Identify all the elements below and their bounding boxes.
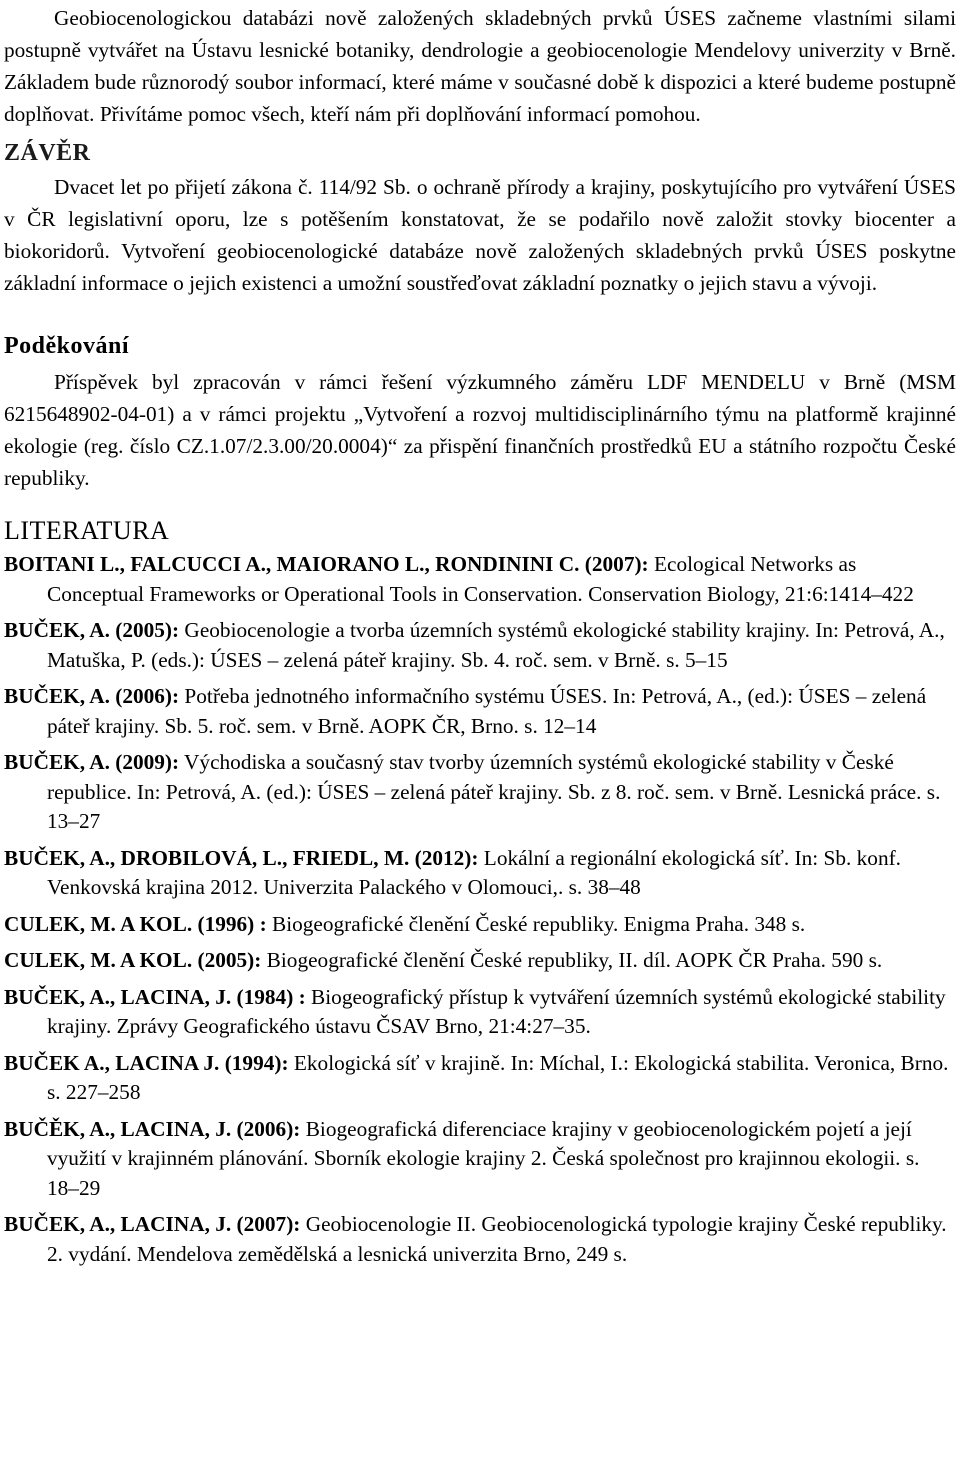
- reference-authors: BUČEK, A., LACINA, J. (2007):: [4, 1212, 301, 1236]
- reference-text: Ecological Networks as Conceptual Frameworks or Operational Tools in Conservation. Conservation Biology, 21:6:1414–422: [47, 552, 914, 606]
- reference-authors: BUČEK, A. (2006):: [4, 684, 180, 708]
- reference-item: [4, 550, 956, 609]
- reference-item: [4, 616, 956, 675]
- reference-authors: BUČEK A., LACINA J. (1994):: [4, 1050, 289, 1075]
- reference-authors: BUČEK, A., DROBILOVÁ, L., FRIEDL, M. (2012):: [4, 845, 479, 870]
- acknowledgements-heading: Poděkování: [4, 333, 130, 359]
- reference-text: Ekologická síť v krajině. In: Míchal, I.: Ekologická stabilita. Veronica, Brno. s. 227–258: [47, 1050, 949, 1104]
- reference-text: Biogeografické členění České republiky. Enigma Praha. 348 s.: [266, 911, 806, 936]
- reference-text: Lokální a regionální ekologická síť. In: Sb. konf. Venkovská krajina 2012. Univerzita Palackého v Olomouci,. s. 38–48: [47, 845, 902, 899]
- reference-authors: BOITANI L., FALCUCCI A., MAIORANO L., RONDININI C. (2007):: [4, 552, 649, 576]
- reference-authors: BUČĚK, A., LACINA, J. (2006):: [4, 1116, 301, 1141]
- reference-text: Geobiocenologie II. Geobiocenologická typologie krajiny České republiky. 2. vydání. Mendelova zemědělská a lesnická univerzita Brno, 249 s.: [47, 1212, 947, 1266]
- reference-item: [4, 748, 956, 837]
- reference-item: [4, 1049, 956, 1108]
- reference-item: [4, 682, 956, 741]
- reference-authors: CULEK, M. A KOL. (2005):: [4, 948, 262, 972]
- reference-authors: CULEK, M. A KOL. (1996) :: [4, 911, 267, 936]
- reference-item: [4, 844, 956, 903]
- reference-item: [4, 946, 956, 976]
- reference-item: [4, 1115, 956, 1204]
- intro-paragraph: Geobiocenologickou databázi nově založených skladebných prvků ÚSES začneme vlastními silami postupně vytvářet na Ústavu lesnické botaniky, dendrologie a geobiocenologie Mendelovy univerzity v Brně. Základem bude různorodý soubor informací, které máme v současné době k dispozici a které budeme postupně doplňovat. Přivítáme pomoc všech, kteří nám při doplňování informací pomohou.: [4, 6, 956, 126]
- reference-text: Potřeba jednotného informačního systému ÚSES. In: Petrová, A., (ed.): ÚSES – zelená páteř krajiny. Sb. 5. roč. sem. v Brně. AOPK ČR, Brno. s. 12–14: [47, 684, 927, 738]
- zaver-heading: ZÁVĚR: [4, 140, 91, 166]
- reference-item: [4, 1210, 956, 1269]
- reference-item: [4, 910, 956, 940]
- references-heading: LITERATURA: [4, 516, 170, 545]
- references-list: [4, 550, 956, 1269]
- reference-text: Biogeografické členění České republiky, II. díl. AOPK ČR Praha. 590 s.: [261, 948, 883, 972]
- reference-authors: BUČEK, A., LACINA, J. (1984) :: [4, 984, 306, 1009]
- acknowledgements-paragraph: Příspěvek byl zpracován v rámci řešení výzkumného záměru LDF MENDELU v Brně (MSM 6215648902-04-01) a v rámci projektu „Vytvoření a rozvoj multidisciplinárního týmu na platformě krajinné ekologie (reg. číslo CZ.1.07/2.3.00/20.0004)“ za přispění finančních prostředků EU a státního rozpočtu České republiky.: [4, 370, 956, 490]
- reference-text: Biogeografický přístup k vytváření územních systémů ekologické stability krajiny. Zprávy Geografického ústavu ČSAV Brno, 21:4:27–35.: [47, 984, 946, 1038]
- reference-text: Geobiocenologie a tvorba územních systémů ekologické stability krajiny. In: Petrová, A., Matuška, P. (eds.): ÚSES – zelená páteř krajiny. Sb. 4. roč. sem. v Brně. s. 5–15: [47, 618, 945, 672]
- reference-authors: BUČEK, A. (2005):: [4, 618, 180, 642]
- reference-text: Východiska a současný stav tvorby územních systémů ekologické stability v České republice. In: Petrová, A. (ed.): ÚSES – zelená páteř krajiny. Sb. z 8. roč. sem. v Brně. Lesnická práce. s. 13–27: [47, 750, 941, 833]
- reference-text: Biogeografická diferenciace krajiny v geobiocenologickém pojetí a její využití v krajinném plánování. Sborník ekologie krajiny 2. Česká společnost pro krajinnou ekologii. s. 18–29: [47, 1116, 920, 1200]
- reference-authors: BUČEK, A. (2009):: [4, 750, 180, 774]
- zaver-paragraph: Dvacet let po přijetí zákona č. 114/92 Sb. o ochraně přírody a krajiny, poskytujícího pro vytváření ÚSES v ČR legislativní oporu, lze s potěšením konstatovat, že se podařilo nově založit stovky biocenter a biokoridorů. Vytvoření geobiocenologické databáze nově založených skladebných prvků ÚSES poskytne základní informace o jejich existenci a umožní soustřeďovat základní poznatky o jejich stavu a vývoji.: [4, 175, 956, 295]
- reference-item: [4, 983, 956, 1042]
